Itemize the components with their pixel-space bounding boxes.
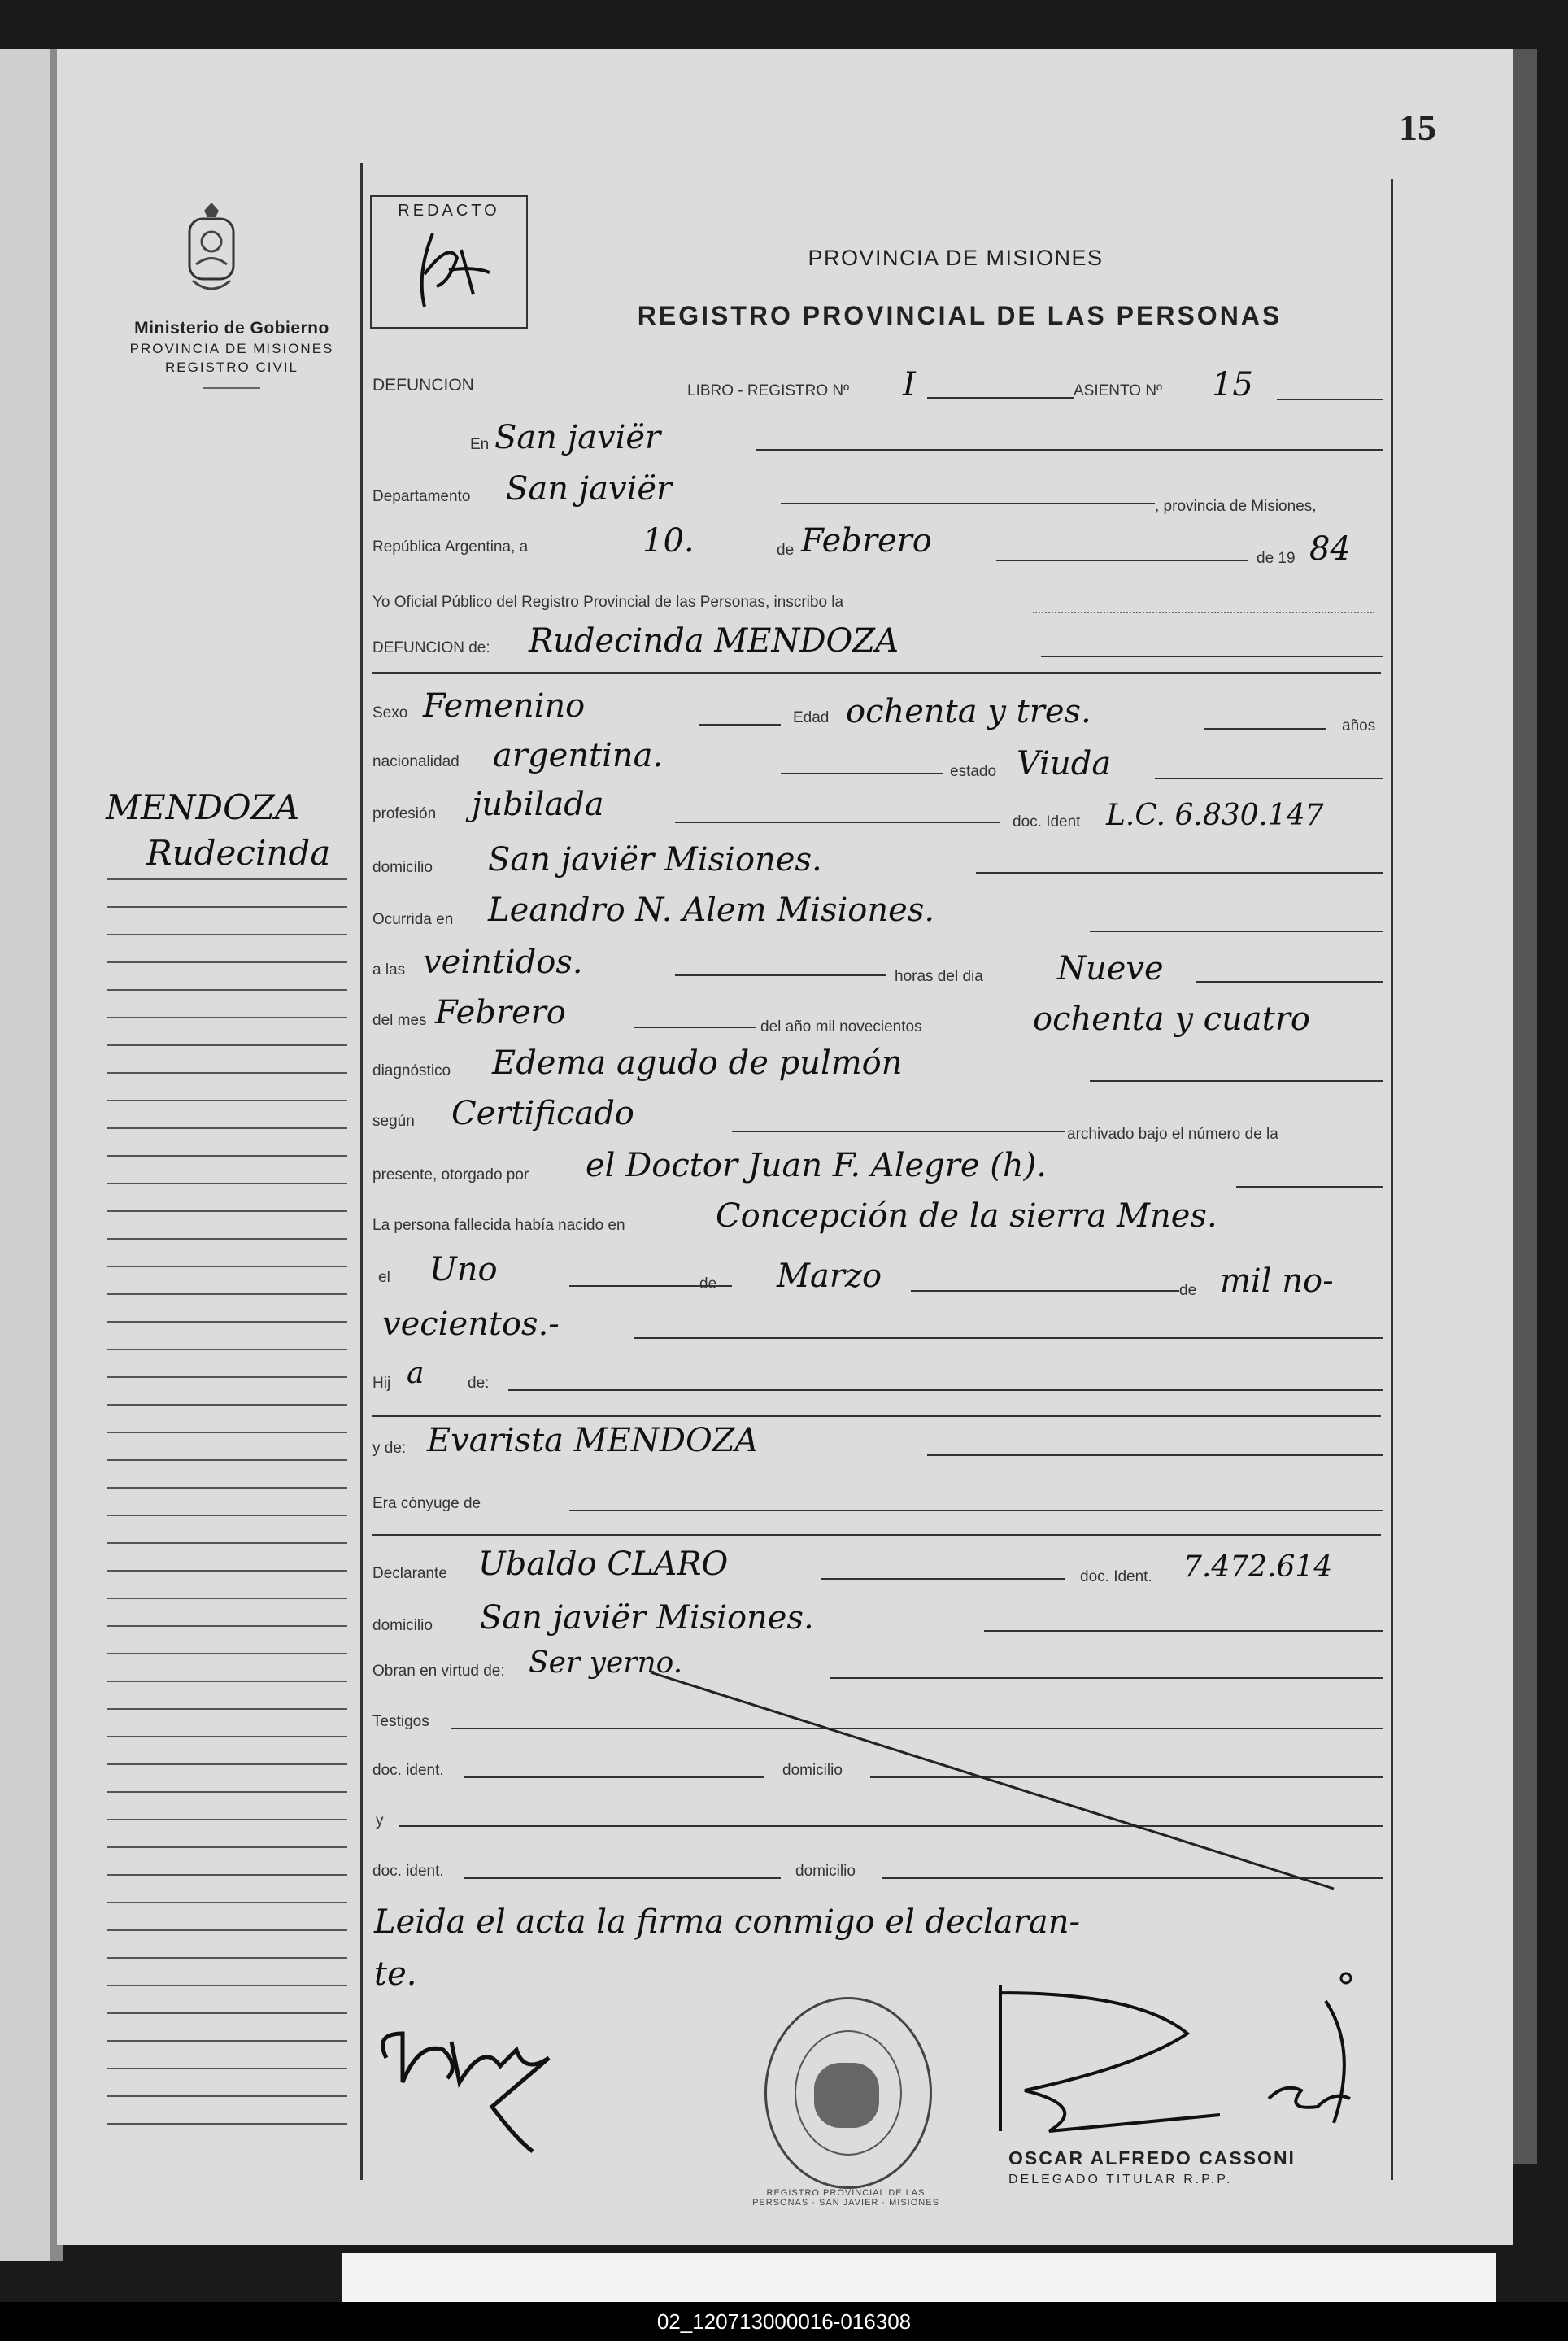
diagnostico-value: Edema agudo de pulmón <box>492 1044 903 1082</box>
testigos-label: Testigos <box>372 1713 429 1730</box>
y-de-line <box>927 1454 1383 1456</box>
margin-rule-line <box>107 1708 347 1710</box>
margin-rule-line <box>107 1349 347 1350</box>
margin-rule-line <box>107 1846 347 1848</box>
margin-rule-line <box>107 1072 347 1074</box>
margin-rule-line <box>107 1293 347 1295</box>
edad-line <box>1204 728 1326 730</box>
domicilio-line <box>976 872 1383 874</box>
margin-rule-line <box>107 1183 347 1184</box>
libro-value: I <box>903 366 916 403</box>
margin-rule-line <box>107 1929 347 1931</box>
del-mes-line <box>634 1027 756 1028</box>
de-line-2 <box>911 1290 1179 1292</box>
margin-rule-line <box>107 934 347 935</box>
margin-rule-line <box>107 2040 347 2042</box>
margin-rule-line <box>107 1238 347 1240</box>
estado-label: estado <box>950 763 997 780</box>
anio-mil-label: del año mil novecientos <box>760 1018 922 1035</box>
profesion-label: profesión <box>372 805 437 822</box>
margin-rule-line <box>107 1902 347 1903</box>
estado-value: Viuda <box>1017 745 1112 783</box>
official-name: OSCAR ALFREDO CASSONI <box>1008 2147 1296 2169</box>
book-left-edge <box>0 49 57 2261</box>
margin-rule-line <box>107 1763 347 1765</box>
margin-rule-line <box>107 1404 347 1406</box>
domicilio-label-3: domicilio <box>782 1762 843 1779</box>
ministry-header <box>106 319 358 389</box>
margin-rule-line <box>107 1791 347 1793</box>
en-value: San javiër <box>494 419 661 456</box>
de-label-3: de <box>1179 1282 1197 1299</box>
nacido-label: La persona fallecida había nacido en <box>372 1217 625 1234</box>
profesion-line <box>675 822 1000 823</box>
declarant-signature-icon <box>370 2009 581 2156</box>
ministry-registry: REGISTRO CIVIL <box>164 360 299 375</box>
scan-caption: 02_120713000016-016308 <box>0 2302 1568 2341</box>
margin-rule-line <box>107 1487 347 1489</box>
y-label: y <box>376 1812 384 1829</box>
departamento-value: San javiër <box>506 470 673 508</box>
seal-text: REGISTRO PROVINCIAL DE LAS PERSONAS · SAN JAVIER · MISIONES <box>752 2188 939 2208</box>
presente-label: presente, otorgado por <box>372 1166 529 1184</box>
a-las-label: a las <box>372 961 406 979</box>
margin-rule-line <box>107 1736 347 1737</box>
presente-line <box>1236 1186 1383 1188</box>
yo-oficial-text: Yo Oficial Público del Registro Provincial de las Personas, inscribo la <box>372 594 844 611</box>
horas-label: horas del dia <box>895 968 983 985</box>
margin-rule-line <box>107 2012 347 2014</box>
y-de-value: Evarista MENDOZA <box>427 1422 759 1459</box>
day-value: 10. <box>642 522 695 560</box>
official-seal <box>764 1997 932 2189</box>
official-signature-block <box>1008 2147 1296 2187</box>
year-value: 84 <box>1309 530 1351 568</box>
conyuge-label: Era cónyuge de <box>372 1495 481 1512</box>
del-mes-value: Febrero <box>435 994 566 1031</box>
redacto-stamp <box>370 195 528 329</box>
margin-given-name: Rudecinda <box>146 833 331 873</box>
margin-rule-line <box>107 2095 347 2097</box>
doc-ident-label-3: doc. ident. <box>372 1762 444 1779</box>
defuncion-line <box>1041 656 1383 657</box>
margin-rule-line <box>107 961 347 963</box>
de-label-4: de: <box>468 1375 490 1392</box>
profesion-value: jubilada <box>472 786 604 823</box>
libro-line <box>927 397 1074 399</box>
segun-label: según <box>372 1113 415 1130</box>
margin-rule-line <box>107 1432 347 1433</box>
ocurrida-line <box>1090 931 1383 932</box>
margin-rule-line <box>107 989 347 991</box>
margin-rule-line <box>107 1515 347 1516</box>
margin-rule-line <box>107 1985 347 1986</box>
margin-rule-line <box>107 1321 347 1323</box>
declarante-label: Declarante <box>372 1565 447 1582</box>
margin-rule-line <box>107 1017 347 1018</box>
domicilio-label-2: domicilio <box>372 1617 433 1634</box>
year-label: de 19 <box>1257 550 1296 567</box>
initials-signature-icon <box>400 225 498 315</box>
estado-line <box>1155 778 1383 779</box>
margin-rule-line <box>107 1653 347 1654</box>
margin-rule-line <box>107 1376 347 1378</box>
horas-line <box>1196 981 1383 983</box>
margin-rule-line <box>107 1681 347 1682</box>
en-label: En <box>470 436 490 453</box>
margin-rule-line <box>107 878 347 880</box>
declarante-line <box>821 1578 1065 1580</box>
stamp-label: REDACTO <box>398 202 500 220</box>
margin-rule-line <box>107 1210 347 1212</box>
continuation-line <box>634 1337 1383 1339</box>
departamento-label: Departamento <box>372 488 471 505</box>
official-title: DELEGADO TITULAR R.P.P. <box>1008 2173 1233 2186</box>
domicilio-label-4: domicilio <box>795 1863 856 1880</box>
de-label-2: de <box>699 1275 717 1293</box>
hij-line-2 <box>372 1415 1381 1417</box>
doc-ident-value: L.C. 6.830.147 <box>1106 799 1324 832</box>
domicilio-line-2 <box>984 1630 1383 1632</box>
en-line <box>756 449 1383 451</box>
conyuge-line-2 <box>372 1534 1381 1536</box>
defuncion-de-value: Rudecinda MENDOZA <box>529 622 899 660</box>
closing-line-1: Leida el acta la firma conmigo el declaran- <box>374 1903 1081 1941</box>
libro-label: LIBRO - REGISTRO Nº <box>687 382 850 399</box>
domicilio-value: San javiër Misiones. <box>488 841 822 878</box>
nacido-value: Concepción de la sierra Mnes. <box>716 1197 1217 1235</box>
margin-rule-line <box>107 1957 347 1959</box>
nacionalidad-value: argentina. <box>493 737 664 774</box>
margin-rule-line <box>107 2123 347 2125</box>
continuation-value: vecientos.- <box>382 1306 560 1343</box>
obran-value: Ser yerno. <box>529 1646 683 1680</box>
doc-ident-label-2: doc. Ident. <box>1080 1568 1152 1585</box>
ocurrida-value: Leandro N. Alem Misiones. <box>488 891 935 929</box>
asiento-label: ASIENTO Nº <box>1074 382 1162 399</box>
departamento-line <box>781 503 1155 504</box>
margin-rule-line <box>107 1598 347 1599</box>
a-las-line <box>675 974 886 976</box>
margin-rule-line <box>107 1874 347 1876</box>
hij-label: Hij <box>372 1375 391 1392</box>
asiento-line <box>1277 399 1383 400</box>
obran-label: Obran en virtud de: <box>372 1663 505 1680</box>
margin-rule-line <box>107 2068 347 2069</box>
hij-value: a <box>407 1357 425 1390</box>
el-label: el <box>378 1269 390 1286</box>
domicilio-value-2: San javiër Misiones. <box>480 1599 814 1637</box>
asiento-value: 15 <box>1212 366 1253 403</box>
province-title: PROVINCIA DE MISIONES <box>808 246 1104 270</box>
provincial-crest-icon <box>183 199 240 301</box>
closing-line-2: te. <box>374 1955 417 1993</box>
doc-ident-label: doc. Ident <box>1013 813 1081 830</box>
edad-label: Edad <box>793 709 830 726</box>
margin-rule-line <box>107 1155 347 1157</box>
ministry-title: Ministerio de Gobierno <box>134 319 329 338</box>
de-value-2: Marzo <box>777 1258 882 1295</box>
del-mes-label: del mes <box>372 1012 427 1029</box>
margin-rule-line <box>107 1127 347 1129</box>
margin-rule-line <box>107 1542 347 1544</box>
margin-rule-line <box>107 1100 347 1101</box>
y-de-label: y de: <box>372 1440 407 1457</box>
nacionalidad-line <box>781 773 943 774</box>
margin-rule-line <box>107 1459 347 1461</box>
registry-title: REGISTRO PROVINCIAL DE LAS PERSONAS <box>637 301 1283 330</box>
header-divider <box>203 387 260 389</box>
anio-mil-value: ochenta y cuatro <box>1033 1000 1310 1038</box>
provincia-suffix: , provincia de Misiones, <box>1155 498 1317 515</box>
conyuge-line <box>569 1510 1383 1511</box>
a-las-value: veintidos. <box>423 944 583 981</box>
de-value-3: mil no- <box>1220 1262 1334 1300</box>
republica-label: República Argentina, a <box>372 538 529 556</box>
margin-rule-line <box>107 1819 347 1820</box>
segun-value: Certificado <box>451 1095 634 1132</box>
declarante-value: Ubaldo CLARO <box>478 1545 729 1583</box>
diagnostico-line <box>1090 1080 1383 1082</box>
page-edge-shadow <box>1513 49 1537 2164</box>
edad-value: ochenta y tres. <box>846 693 1091 730</box>
seal-emblem-icon <box>814 2063 879 2128</box>
margin-rule-line <box>107 1570 347 1572</box>
anios-label: años <box>1342 717 1376 735</box>
page-number: 15 <box>1399 107 1436 148</box>
act-type: DEFUNCION <box>372 376 474 395</box>
defuncion-line-2 <box>372 672 1381 674</box>
month-value: Febrero <box>801 522 932 560</box>
sexo-label: Sexo <box>372 704 408 721</box>
margin-rule-line <box>107 906 347 908</box>
nacionalidad-label: nacionalidad <box>372 753 460 770</box>
presente-value: el Doctor Juan F. Alegre (h). <box>586 1147 1047 1184</box>
segun-line <box>732 1131 1065 1132</box>
margin-rule-line <box>107 1266 347 1267</box>
de-label: de <box>777 542 795 559</box>
el-value: Uno <box>429 1251 498 1288</box>
ocurrida-label: Ocurrida en <box>372 911 454 928</box>
margin-surname: MENDOZA <box>106 787 300 827</box>
yo-oficial-line <box>1033 612 1374 613</box>
horas-value: Nueve <box>1057 950 1164 987</box>
hij-line <box>508 1389 1383 1391</box>
doc-ident-value-2: 7.472.614 <box>1183 1550 1333 1584</box>
cross-out-stroke <box>358 1667 1407 1895</box>
scan-backing <box>342 2253 1496 2302</box>
ministry-province: PROVINCIA DE MISIONES <box>129 341 334 356</box>
diagnostico-label: diagnóstico <box>372 1062 451 1079</box>
margin-rule-line <box>107 1625 347 1627</box>
archivado-label: archivado bajo el número de la <box>1067 1126 1278 1143</box>
domicilio-label: domicilio <box>372 859 433 876</box>
doc-ident-label-4: doc. ident. <box>372 1863 444 1880</box>
margin-rule-line <box>107 1044 347 1046</box>
sexo-line <box>699 724 781 726</box>
month-line <box>996 560 1248 561</box>
sexo-value: Femenino <box>423 687 586 725</box>
official-signature-icon <box>976 1968 1366 2147</box>
defuncion-de-label: DEFUNCION de: <box>372 639 490 656</box>
